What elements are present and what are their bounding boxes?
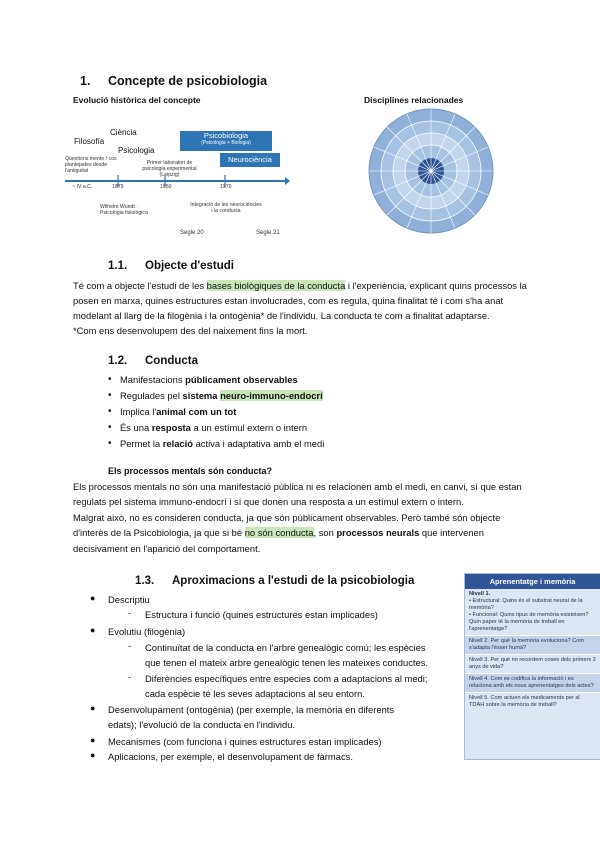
section-11-title: Objecte d'estudi <box>145 260 235 272</box>
bullet: ● <box>90 735 96 745</box>
panel-level-3: Nivell 3. Per què no recordem coses dels primers 2 anys de vida? <box>465 655 600 674</box>
neurociencia-box: Neurociència <box>220 153 280 167</box>
approach-2-detail-1a: Continuïtat de la conducta en l'arbre genealògic comú; les espècies <box>145 642 426 653</box>
approach-2-detail-2b: cada espècie té les seves adaptacions al seu entorn. <box>145 688 365 699</box>
date-4: 1970 <box>220 184 232 190</box>
century-21: Segle 21 <box>256 230 280 236</box>
section-11-number: 1.1. <box>108 260 128 272</box>
wundt-note: Wilhelm Wundt · Psicologia fisiològica <box>100 204 148 216</box>
approach-4: Mecanismes (com funciona i quines estructures estan implicades) <box>108 736 382 747</box>
approach-3a: Desenvolupament (ontogènia) (per exemple, la memòria en diferents <box>108 704 395 715</box>
bullet: ● <box>90 703 96 713</box>
conducta-list <box>108 372 488 452</box>
bullet: ● <box>90 750 96 760</box>
panel-level-1: Nivell 1. • Estructural: Quins és el substrat neural de la memòria? • Funcional: Quins tipus de memòria existeixen? Quin paper té la memòria de treball en l'aprenentatge? <box>465 589 600 636</box>
panel-title: Aprenentatge i memòria <box>465 574 600 589</box>
list-item: • Regulades pel sistema neuro-immuno-endocrí <box>108 388 488 404</box>
s11-l1a: Té com a objecte l'estudi de les <box>73 280 207 291</box>
label-psicologia: Psicologia <box>118 146 155 155</box>
memory-levels-panel <box>464 573 600 760</box>
label-filosofia: Filosofía <box>74 137 105 146</box>
section-1-number: 1. <box>80 74 91 88</box>
section-1-title: Concepte de psicobiologia <box>108 74 268 88</box>
mental-line-2: regulats pel sistema immuno-endocrí i sí que donen una resposta a un estímul extern o intern. <box>73 496 464 507</box>
left-note: Qüestions mente / cos plantejades desde l'antiguitat <box>65 156 117 174</box>
bullet: ● <box>90 593 96 603</box>
section-11-line-4: *Com ens desenvolupem des del naixement fins la mort. <box>73 325 308 336</box>
figure-right-caption: Disciplines relacionades <box>364 95 464 105</box>
disciplines-wheel <box>366 106 496 236</box>
list-item: • Implica l'animal com un tot <box>108 404 488 420</box>
dash: - <box>128 607 132 618</box>
century-20: Segle 20 <box>180 230 204 236</box>
mental-title: Els processos mentals són conducta? <box>108 466 273 476</box>
mental-highlight: no són conducta <box>244 527 314 538</box>
dash: - <box>128 671 132 682</box>
dash: - <box>128 640 132 651</box>
mental-line-3: Malgrat això, no es consideren conducta, ja que són públicament observables. Però també són objecte <box>73 512 501 523</box>
psicobiologia-label: Psicobiologia <box>203 131 249 140</box>
timeline-axis <box>60 173 290 193</box>
list-item: • Manifestacions públicament observables <box>108 372 488 388</box>
section-12-number: 1.2. <box>108 355 128 367</box>
approach-1: Descriptiu <box>108 594 150 605</box>
list-item: • És una resposta a un estímul extern o intern <box>108 420 488 436</box>
section-13-number: 1.3. <box>135 575 155 587</box>
s11-highlight: bases biològiques de la conducta <box>206 280 346 291</box>
section-12-title: Conducta <box>145 355 199 367</box>
date-2: 1879 <box>112 184 124 190</box>
right-note: Integració de les neurociències i la conducta <box>190 202 262 214</box>
section-11-line-1 <box>73 278 527 293</box>
psicobiologia-box <box>180 131 272 151</box>
date-1: ~ IV a.C. <box>72 184 93 190</box>
panel-level-2: Nivell 2. Per què la memòria evoluciona? Com s'adapta l'ésser humà? <box>465 636 600 655</box>
approach-5: Aplicacions, per exemple, el desenvolupament de fàrmacs. <box>108 751 353 762</box>
approach-3b: edats); l'evolució de la conducta en l'individu. <box>108 719 296 730</box>
s11-l1b: i l'experiència, explicant quins processos la <box>345 280 527 291</box>
approach-2: Evolutiu (filogènia) <box>108 626 186 637</box>
mental-line-1: Els processos mentals no són una manifestació pública ni es relacionen amb el medi, en canvi, sí que estan <box>73 481 522 492</box>
panel-level-5: Nivell 5. Com actuen els medicaments per al TDAH sobre la memòria de treball? <box>469 695 580 708</box>
approach-2-detail-1b: que tenen el mateix arbre genealògic tenen les mateixes conductes. <box>145 657 428 668</box>
approach-2-detail-2a: Diferències específiques entre especies com a adaptacions al medi; <box>145 673 428 684</box>
section-13-title: Aproximacions a l'estudi de la psicobiologia <box>172 575 415 587</box>
approach-1-detail: Estructura i funció (quines estructures estan implicades) <box>145 609 378 620</box>
section-11-line-2: posen en marxa, quines estructures estan involucrades, com es regula, quina finalitat té i com s'ha anat <box>73 295 504 306</box>
section-11-line-3: modelant al llarg de la filogènia i la ontogènia* de l'individu. La conducta te com a finalitat adaptarse. <box>73 310 490 321</box>
list-item: • Permet la relació activa i adaptativa amb el medi <box>108 436 488 452</box>
mental-line-5: decisivament en l'aparició del comportament. <box>73 543 261 554</box>
timeline-figure <box>60 118 290 243</box>
psicobiologia-sub: (Psicologia + Biologia) <box>201 140 251 146</box>
mid-note: Primer laboratori de psicologia experimental (Leipzig) <box>142 160 197 178</box>
figure-left-caption: Evolució històrica del concepte <box>73 95 201 105</box>
panel-level-4: Nivell 4. Com es codifica la informació i es relaciona amb els nous aprenentatges dels actes? <box>465 674 600 693</box>
mental-line-4: d'interès de la Psicobiologia, ja que si bé no són conducta, son processos neurals que intervenen <box>73 527 484 538</box>
date-3: 1950 <box>160 184 172 190</box>
label-ciencia: Ciència <box>110 128 137 137</box>
bullet: ● <box>90 625 96 635</box>
